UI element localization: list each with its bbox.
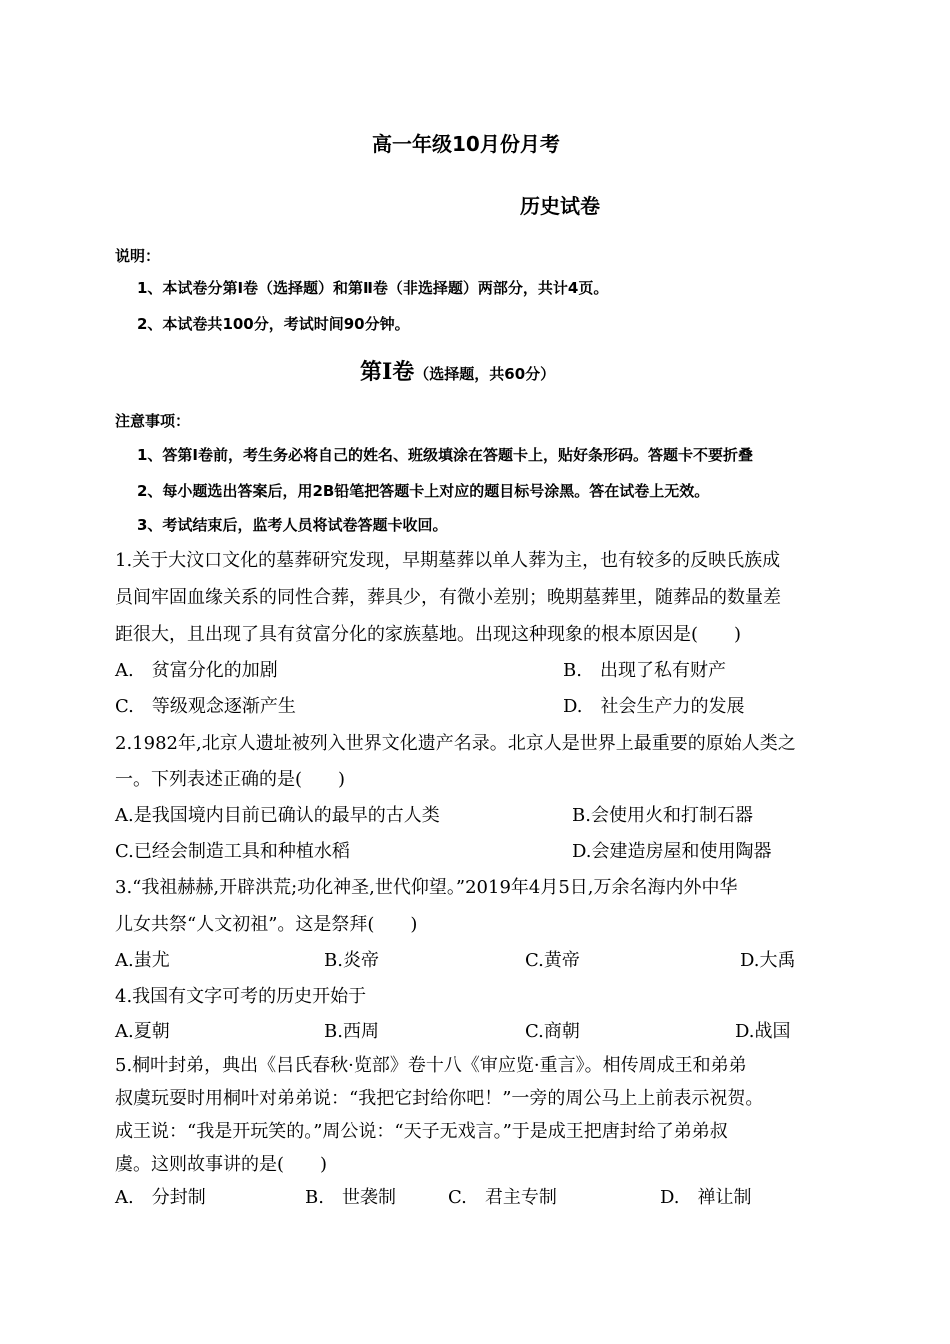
notes-item-3: 3、考试结束后，监考人员将试卷答题卡收回。 (137, 516, 448, 534)
question-2-option-d: D.会建造房屋和使用陶器 (572, 841, 772, 862)
exam-title: 高一年级10月份月考 (372, 132, 560, 156)
section1-subtitle: （选择题，共60分） (414, 365, 556, 383)
question-1-line-2: 员间牢固血缘关系的同性合葬，葬具少，有微小差别；晚期墓葬里，随葬品的数量差 (115, 587, 781, 608)
section1-heading (360, 355, 555, 386)
instruction-item-2: 2、本试卷共100分，考试时间90分钟。 (137, 315, 410, 333)
question-5-line-2: 叔虞玩耍时用桐叶对弟弟说：“我把它封给你吧！”一旁的周公马上上前表示祝贺。 (115, 1088, 764, 1109)
question-3-line-1: 3.“我祖赫赫,开辟洪荒;功化神圣,世代仰望。”2019年4月5日,万余名海内外中华 (115, 877, 738, 898)
section1-title: 第Ⅰ卷 (360, 359, 415, 385)
question-5-option-c: C. 君主专制 (448, 1187, 557, 1208)
question-1-option-a: A. 贫富分化的加剧 (115, 660, 278, 681)
question-2-line-1: 2.1982年,北京人遗址被列入世界文化遗产名录。北京人是世界上最重要的原始人类之 (115, 733, 796, 754)
question-2-option-c: C.已经会制造工具和种植水稻 (115, 841, 350, 862)
notes-item-1: 1、答第Ⅰ卷前，考生务必将自己的姓名、班级填涂在答题卡上，贴好条形码。答题卡不要折叠 (137, 446, 754, 464)
question-1-option-c: C. 等级观念逐渐产生 (115, 696, 296, 717)
question-2-option-b: B.会使用火和打制石器 (572, 805, 753, 826)
question-5-option-a: A. 分封制 (115, 1187, 206, 1208)
question-4-option-b: B.西周 (324, 1021, 379, 1042)
question-4-line-1: 4.我国有文字可考的历史开始于 (115, 986, 367, 1007)
question-5-option-d: D. 禅让制 (660, 1187, 752, 1208)
notes-item-2: 2、每小题选出答案后，用2B铅笔把答题卡上对应的题目标号涂黑。答在试卷上无效。 (137, 482, 710, 500)
question-5-option-b: B. 世袭制 (305, 1187, 396, 1208)
question-3-option-b: B.炎帝 (324, 950, 379, 971)
notes-heading: 注意事项： (115, 412, 191, 430)
question-3-option-c: C.黄帝 (525, 950, 580, 971)
instructions-heading: 说明： (115, 247, 161, 265)
question-4-option-c: C.商朝 (525, 1021, 580, 1042)
question-1-option-b: B. 出现了私有财产 (563, 660, 726, 681)
question-4-option-a: A.夏朝 (115, 1021, 170, 1042)
exam-subtitle: 历史试卷 (520, 194, 600, 218)
question-5-line-3: 成王说：“我是开玩笑的。”周公说：“天子无戏言。”于是成王把唐封给了弟弟叔 (115, 1121, 728, 1142)
question-1-option-d: D. 社会生产力的发展 (563, 696, 745, 717)
question-4-option-d: D.战国 (735, 1021, 791, 1042)
question-2-option-a: A.是我国境内目前已确认的最早的古人类 (115, 805, 440, 826)
question-5-line-4: 虞。这则故事讲的是( ) (115, 1154, 328, 1175)
question-3-option-d: D.大禹 (740, 950, 796, 971)
question-1-line-1: 1.关于大汶口文化的墓葬研究发现，早期墓葬以单人葬为主，也有较多的反映氏族成 (115, 550, 781, 571)
instruction-item-1: 1、本试卷分第Ⅰ卷（选择题）和第Ⅱ卷（非选择题）两部分，共计4页。 (137, 279, 609, 297)
question-3-option-a: A.蚩尤 (115, 950, 170, 971)
question-2-line-2: 一。下列表述正确的是( ) (115, 769, 346, 790)
question-3-line-2: 儿女共祭“人文初祖”。这是祭拜( ) (115, 914, 418, 935)
question-1-line-3: 距很大，且出现了具有贫富分化的家族墓地。出现这种现象的根本原因是( ) (115, 624, 742, 645)
question-5-line-1: 5.桐叶封弟，典出《吕氏春秋·览部》卷十八《审应览·重言》。相传周成王和弟弟 (115, 1055, 747, 1076)
